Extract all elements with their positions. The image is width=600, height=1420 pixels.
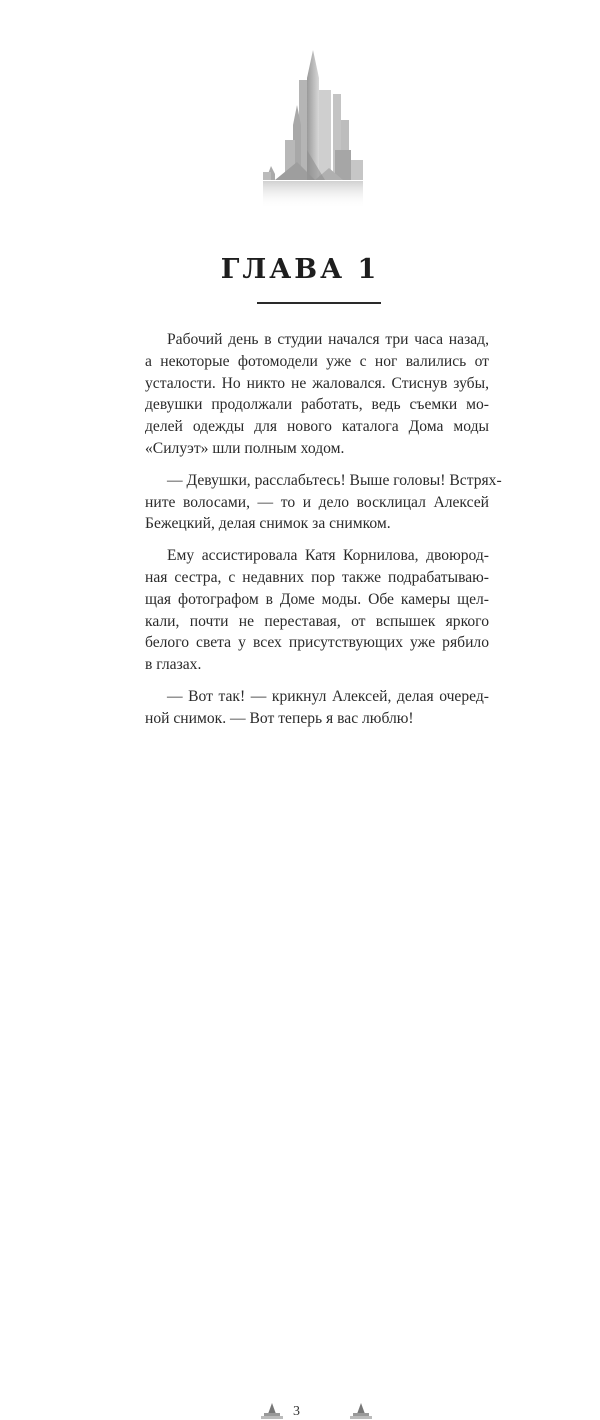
text-line: — Девушки, расслабьтесь! Выше головы! Встрях- <box>167 471 502 489</box>
title-divider <box>257 302 381 304</box>
castle-ornament-icon <box>347 1402 375 1420</box>
text-line: Бежецкий, делая снимок за снимком. <box>145 515 391 533</box>
text-line: ной снимок. — Вот теперь я вас люблю! <box>145 709 414 727</box>
chapter-title: ГЛАВА 1 <box>220 254 380 285</box>
paragraph <box>145 545 489 676</box>
text-line: белого света у всех присутствующих уже рябило <box>145 634 489 652</box>
paragraph <box>145 329 489 460</box>
page-footer <box>0 700 600 1419</box>
text-line: Ему ассистировала Катя Корнилова, двоюрод- <box>167 547 489 565</box>
text-line: а некоторые фотомодели уже с ног валились от <box>145 352 489 370</box>
text-line: — Вот так! — крикнул Алексей, делая очеред- <box>167 687 489 705</box>
text-line: усталости. Но никто не жаловался. Стиснув зубы, <box>145 374 489 392</box>
text-line: щая фотографом в Доме моды. Обе камеры щел- <box>145 590 489 608</box>
castle-illustration <box>255 50 365 210</box>
text-line: «Силуэт» шли полным ходом. <box>145 439 345 457</box>
text-line: Рабочий день в студии начался три часа назад, <box>167 331 489 348</box>
text-line: кали, почти не переставая, от вспышек яркого <box>145 612 489 630</box>
text-line: в глазах. <box>145 656 202 674</box>
paragraph <box>145 470 502 535</box>
page-number: 3 <box>293 1404 300 1419</box>
text-line: ните волосами, — то и дело восклицал Алексей <box>145 493 489 511</box>
text-line: девушки продолжали работать, ведь съемки мо- <box>145 396 489 414</box>
castle-ornament-icon <box>258 1402 286 1420</box>
text-line: делей одежды для нового каталога Дома моды <box>145 418 489 436</box>
chapter-body <box>145 329 502 740</box>
text-line: ная сестра, с недавних пор также подрабатываю- <box>145 568 489 586</box>
